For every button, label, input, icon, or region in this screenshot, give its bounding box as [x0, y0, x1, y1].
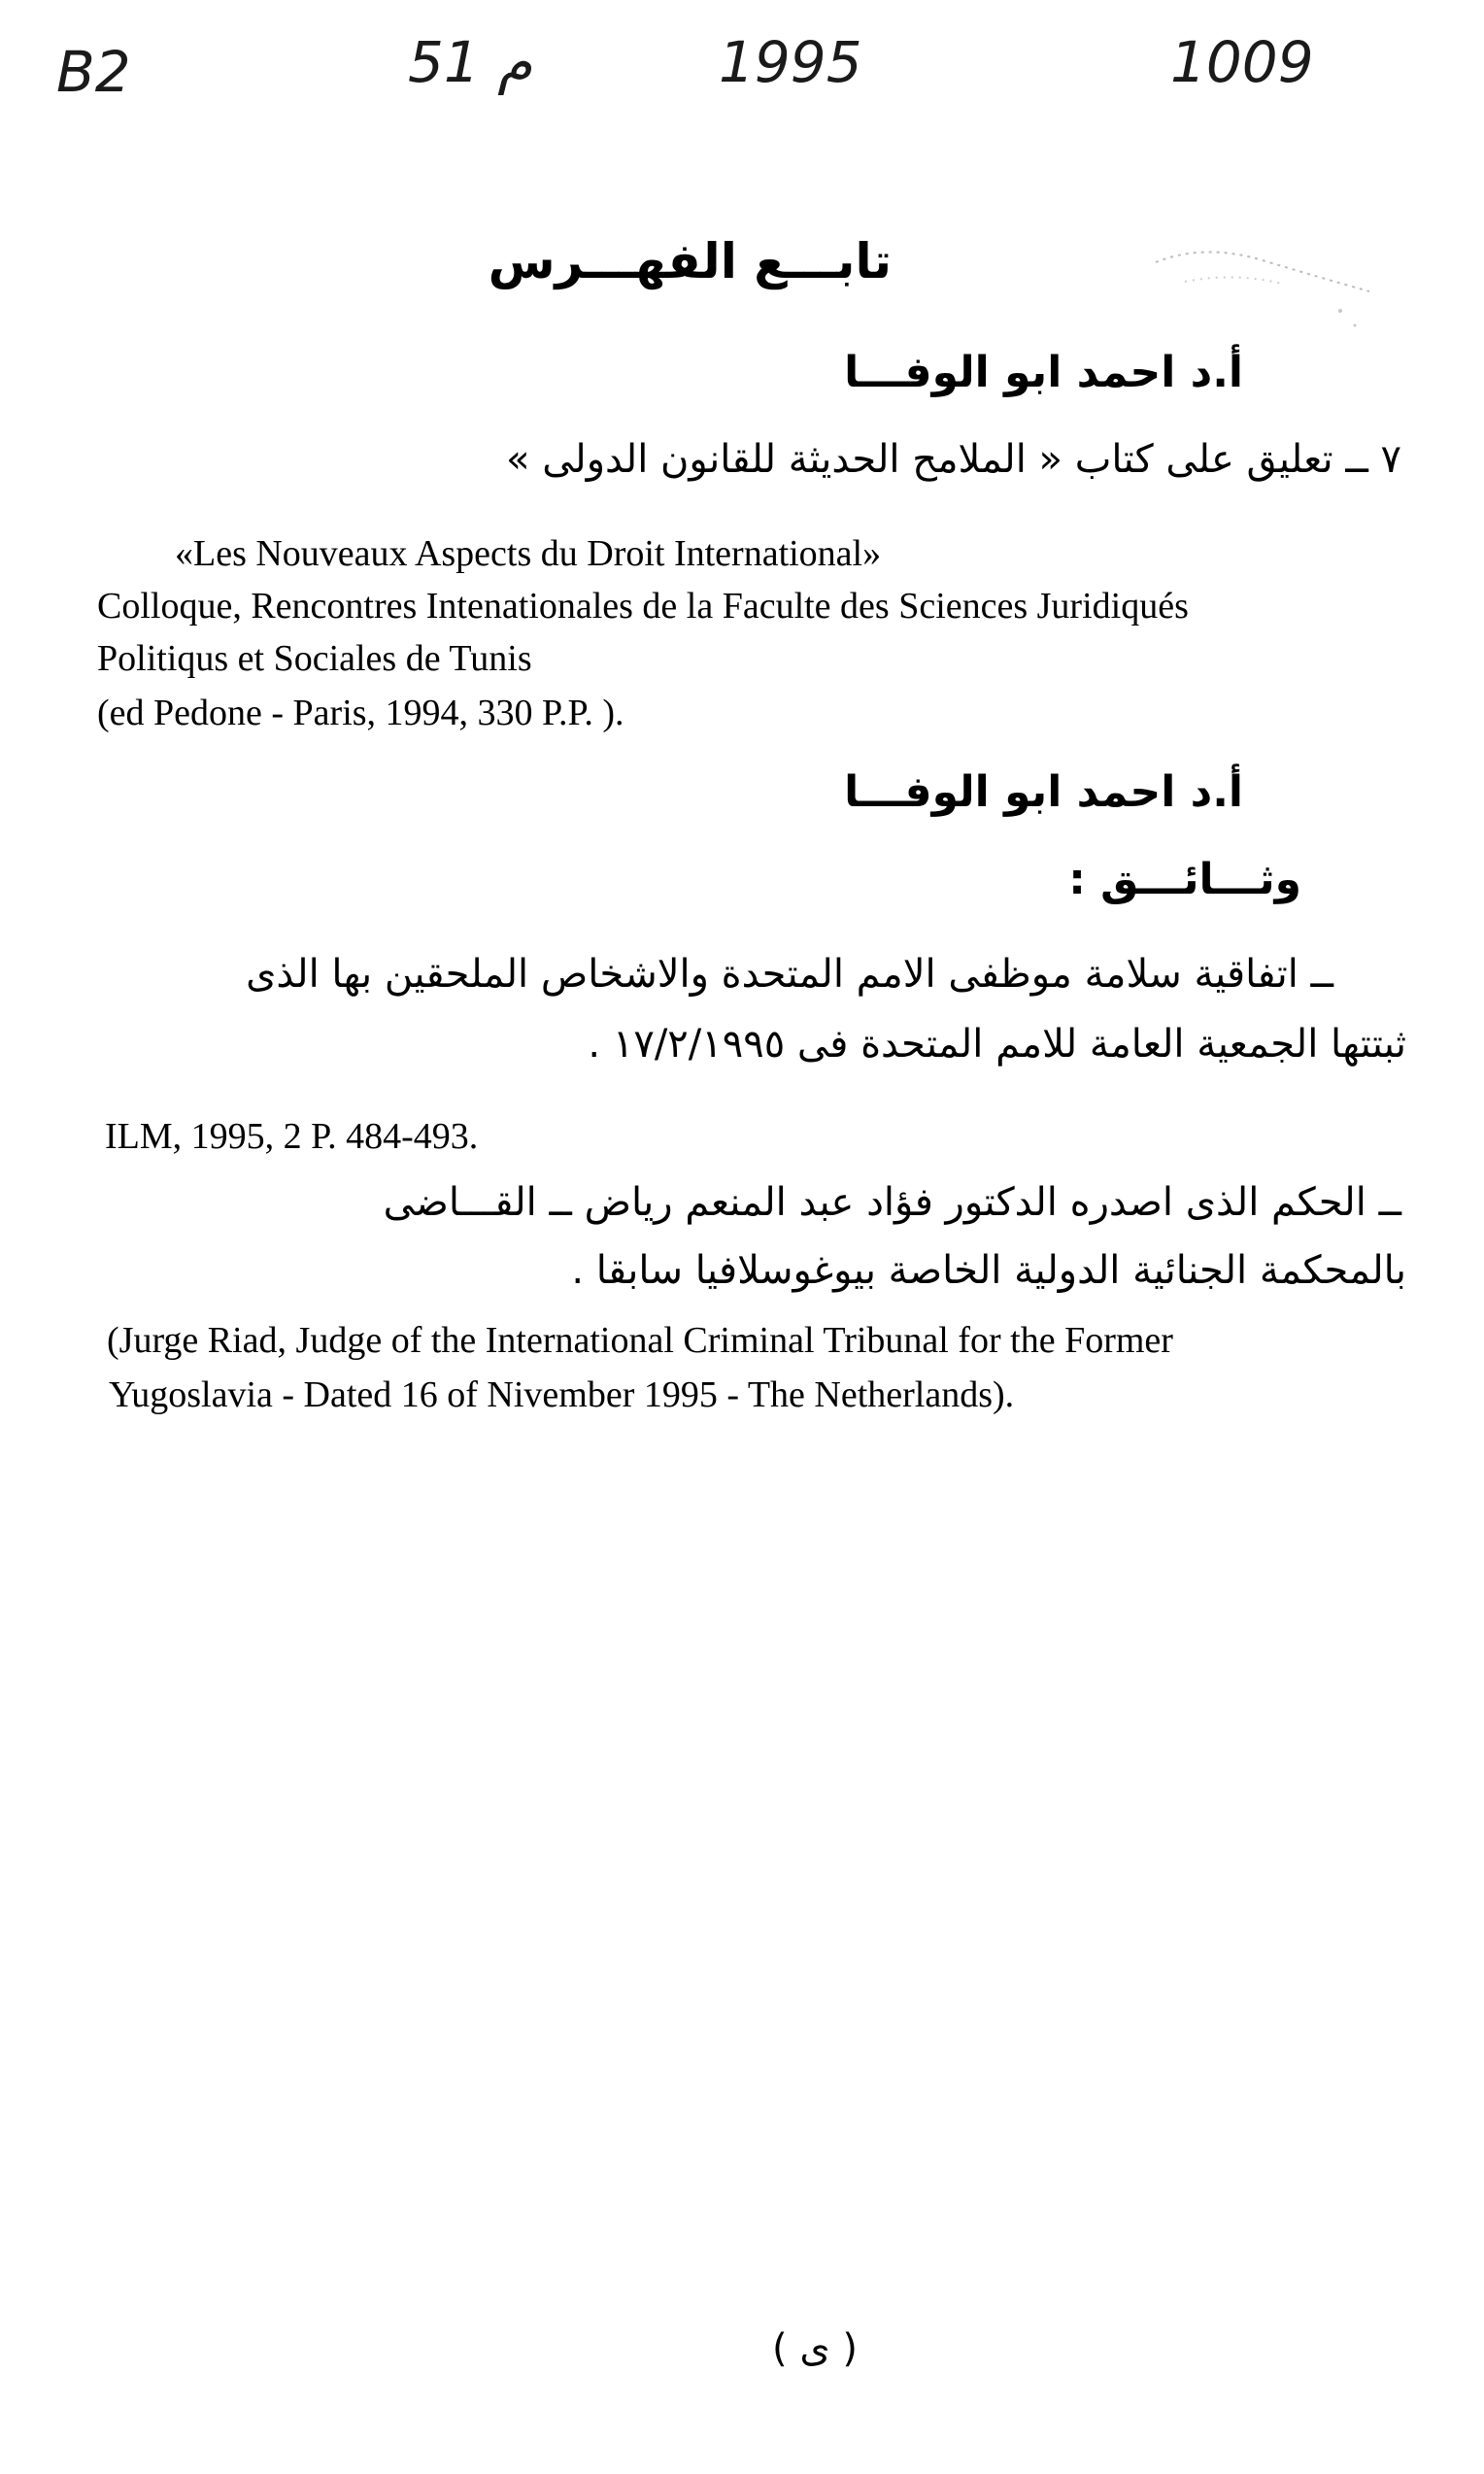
handwritten-year: 1995: [719, 29, 862, 95]
handwritten-number: 1009: [1170, 29, 1314, 95]
document-1-line-2: ثبتتها الجمعية العامة للامم المتحدة فى ١٧/٢/١٩٩٥ .: [588, 1022, 1406, 1067]
document-2-english-line-1: (Jurge Riad, Judge of the International Criminal Tribunal for the Former: [107, 1320, 1173, 1361]
french-title-line: «Les Nouveaux Aspects du Droit International»: [175, 533, 882, 574]
document-2-english-line-2: Yugoslavia - Dated 16 of Nivember 1995 - The Netherlands).: [109, 1374, 1015, 1415]
page-number: ( ى ): [772, 2326, 858, 2371]
documents-heading: وثـــائـــق :: [1068, 855, 1301, 904]
page-title: تابـــع الفهـــرس: [488, 233, 892, 289]
scan-smudge: [1146, 233, 1379, 340]
document-2-line-2: بالمحكمة الجنائية الدولية الخاصة بيوغوسلافيا سابقا .: [571, 1248, 1406, 1293]
french-publisher-line: (ed Pedone - Paris, 1994, 330 P.P. ).: [97, 693, 624, 733]
document-1-line-1: ــ اتفاقية سلامة موظفى الامم المتحدة والاشخاص الملحقين بها الذى: [246, 952, 1333, 997]
french-tunis-line: Politiqus et Sociales de Tunis: [97, 638, 532, 679]
handwritten-ref: 51 م: [408, 29, 533, 95]
author-line-1: أ.د احمد ابو الوفـــا: [844, 348, 1243, 397]
handwritten-code: B2: [56, 39, 131, 105]
index-item-7: ٧ ــ تعليق على كتاب « الملامح الحديثة للقانون الدولى »: [506, 437, 1401, 482]
document-1-reference: ILM, 1995, 2 P. 484-493.: [105, 1116, 479, 1157]
author-line-2: أ.د احمد ابو الوفـــا: [844, 767, 1243, 817]
french-colloque-line: Colloque, Rencontres Intenationales de la Faculte des Sciences Juridiqués: [97, 586, 1189, 627]
document-2-line-1: ــ الحكم الذى اصدره الدكتور فؤاد عبد المنعم رياض ــ القـــاضى: [383, 1180, 1401, 1225]
